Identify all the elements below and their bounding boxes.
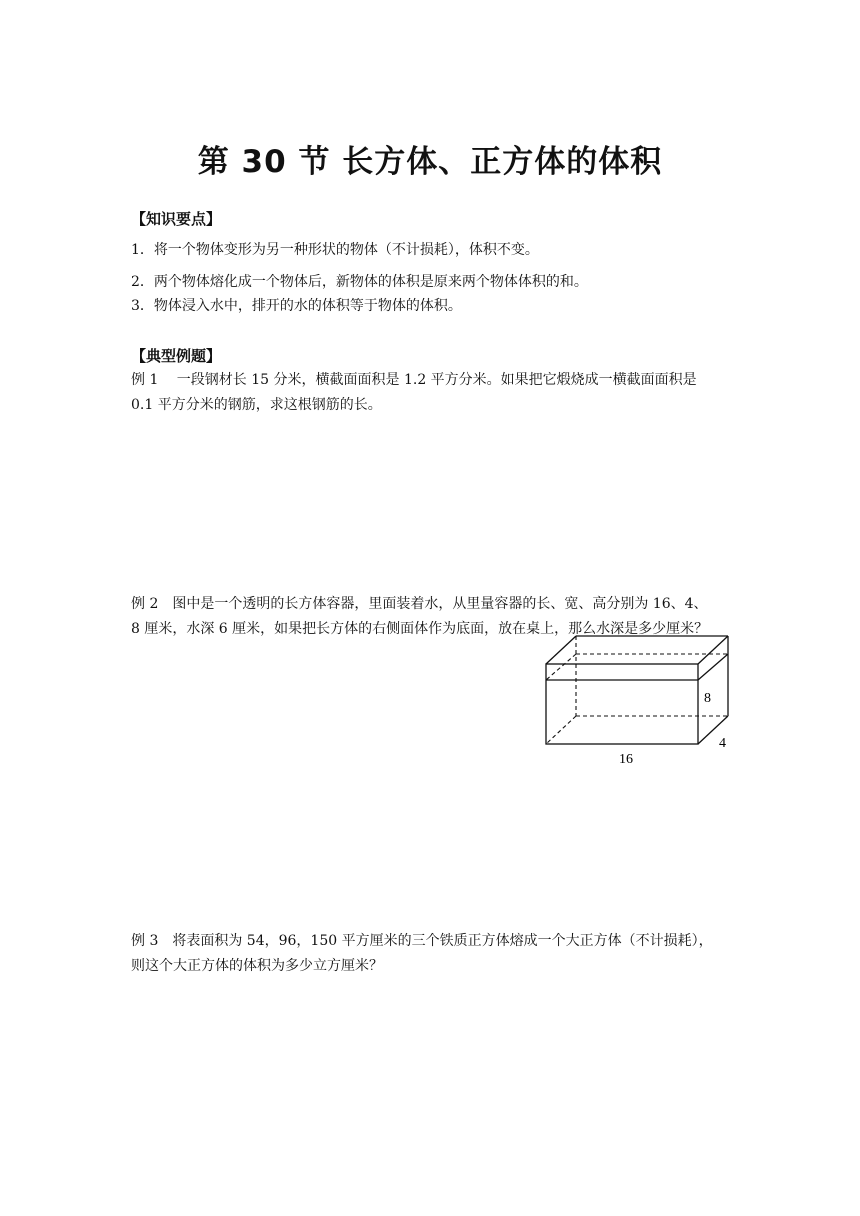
height-label: 8 <box>704 691 711 706</box>
example-3-line-2: 则这个大正方体的体积为多少立方厘米？ <box>131 958 383 974</box>
example-3-line-1: 例 3 将表面积为 54，96，150 平方厘米的三个铁质正方体熔成一个大正方体（不计损耗）， <box>131 933 713 949</box>
knowledge-point-2: 2．两个物体熔化成一个物体后，新物体的体积是原来两个物体体积的和。 <box>131 274 588 290</box>
example-1-line-1: 例 1 一段钢材长 15 分米，横截面面积是 1.2 平方分米。如果把它煅烧成一横截面面积是 <box>131 372 697 388</box>
page-title: 第 30 节 长方体、正方体的体积 <box>197 144 663 180</box>
front-top-left-edge-back <box>546 636 576 664</box>
right-top-edge <box>698 636 728 664</box>
hidden-depth-edge <box>546 716 576 744</box>
knowledge-point-3: 3．物体浸入水中，排开的水的体积等于物体的体积。 <box>131 298 462 314</box>
front-face <box>546 664 698 744</box>
cuboid-container-figure <box>530 630 760 770</box>
example-2-line-2: 8 厘米，水深 6 厘米，如果把长方体的右侧面体作为底面，放在桌上，那么水深是多少厘米？ <box>131 621 709 637</box>
example-1-line-2: 0.1 平方分米的钢筋，求这根钢筋的长。 <box>131 397 382 413</box>
hidden-water-side-line <box>546 654 576 680</box>
knowledge-point-1: 1．将一个物体变形为另一种形状的物体（不计损耗），体积不变。 <box>131 242 539 258</box>
depth-label: 4 <box>719 736 726 751</box>
example-2-line-1: 例 2 图中是一个透明的长方体容器，里面装着水，从里量容器的长、宽、高分别为 16、4、 <box>131 596 708 612</box>
knowledge-heading: 【知识要点】 <box>131 210 222 228</box>
side-water-line <box>698 654 728 680</box>
examples-heading: 【典型例题】 <box>131 347 222 365</box>
length-label: 16 <box>619 752 633 767</box>
